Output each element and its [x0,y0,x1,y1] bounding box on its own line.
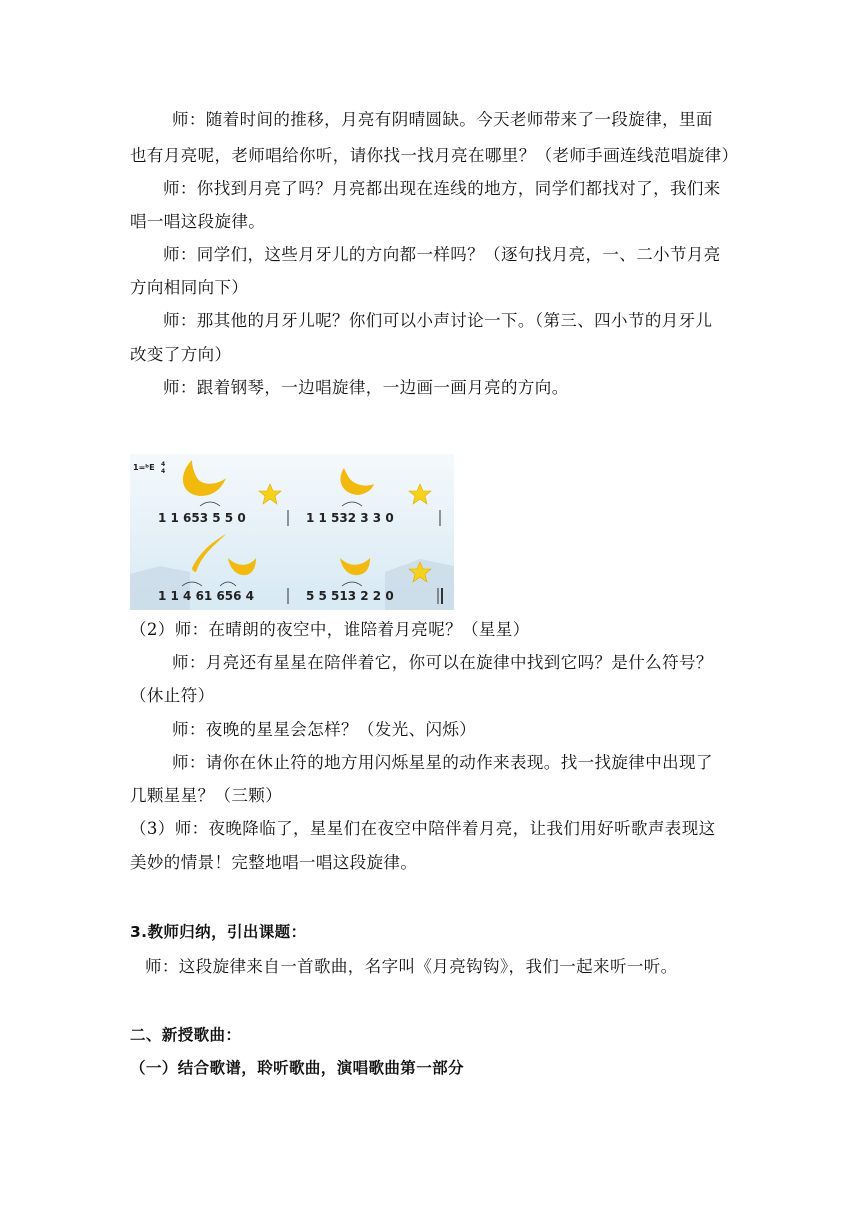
paragraph-line: 师：随着时间的推移，月亮有阴晴圆缺。今天老师带来了一段旋律，里面 [172,110,713,129]
score-measure-3: 1 1 4 61 656 4 [158,589,255,603]
time-signature-top: 4 [161,461,166,468]
paragraph-line: （2）师：在晴朗的夜空中，谁陪着月亮呢？（星星） [130,620,530,639]
paragraph-line: 师：跟着钢琴，一边唱旋律，一边画一画月亮的方向。 [163,378,569,397]
paragraph-line: （休止符） [130,686,215,705]
paragraph-line: （3）师：夜晚降临了，星星们在夜空中陪伴着月亮，让我们用好听歌声表现这 [130,819,716,838]
paragraph-line: 改变了方向） [130,345,232,364]
score-measure-1: 1 1 653 5 5 0 [158,511,246,525]
section-heading: 二、新授歌曲： [130,1026,242,1044]
melody-score-image [130,454,454,610]
key-signature: 1=ᵇE [133,463,155,472]
paragraph-line: 几颗星星？（三颗） [130,786,283,805]
score-measure-2: 1 1 532 3 3 0 [306,511,394,525]
paragraph-line: 师：夜晚的星星会怎样？（发光、闪烁） [172,720,477,739]
paragraph-line: 方向相同向下） [130,278,249,297]
section-heading: 3.教师归纳，引出课题： [130,923,307,941]
paragraph-line: 师：你找到月亮了吗？月亮都出现在连线的地方，同学们都找对了，我们来 [163,179,721,198]
paragraph-line: 美妙的情景！完整地唱一唱这段旋律。 [130,853,418,872]
score-measure-4: 5 5 513 2 2 0 [306,589,394,603]
subsection-heading: （一）结合歌谱，聆听歌曲，演唱歌曲第一部分 [130,1059,464,1077]
paragraph-line: 唱一唱这段旋律。 [130,212,266,231]
paragraph-line: 师：请你在休止符的地方用闪烁星星的动作来表现。找一找旋律中出现了 [172,753,713,772]
paragraph-line: 师：那其他的月牙儿呢？你们可以小声讨论一下。（第三、四小节的月牙儿 [163,311,713,330]
paragraph-line: 师：同学们，这些月牙儿的方向都一样吗？（逐句找月亮，一、二小节月亮 [163,245,721,264]
paragraph-line: 也有月亮呢，老师唱给你听，请你找一找月亮在哪里？（老师手画连线范唱旋律） [130,146,739,165]
time-signature-bottom: 4 [161,468,166,475]
paragraph-line: 师：这段旋律来自一首歌曲，名字叫《月亮钩钩》，我们一起来听一听。 [145,957,678,976]
paragraph-line: 师：月亮还有星星在陪伴着它，你可以在旋律中找到它吗？是什么符号？ [172,653,713,672]
